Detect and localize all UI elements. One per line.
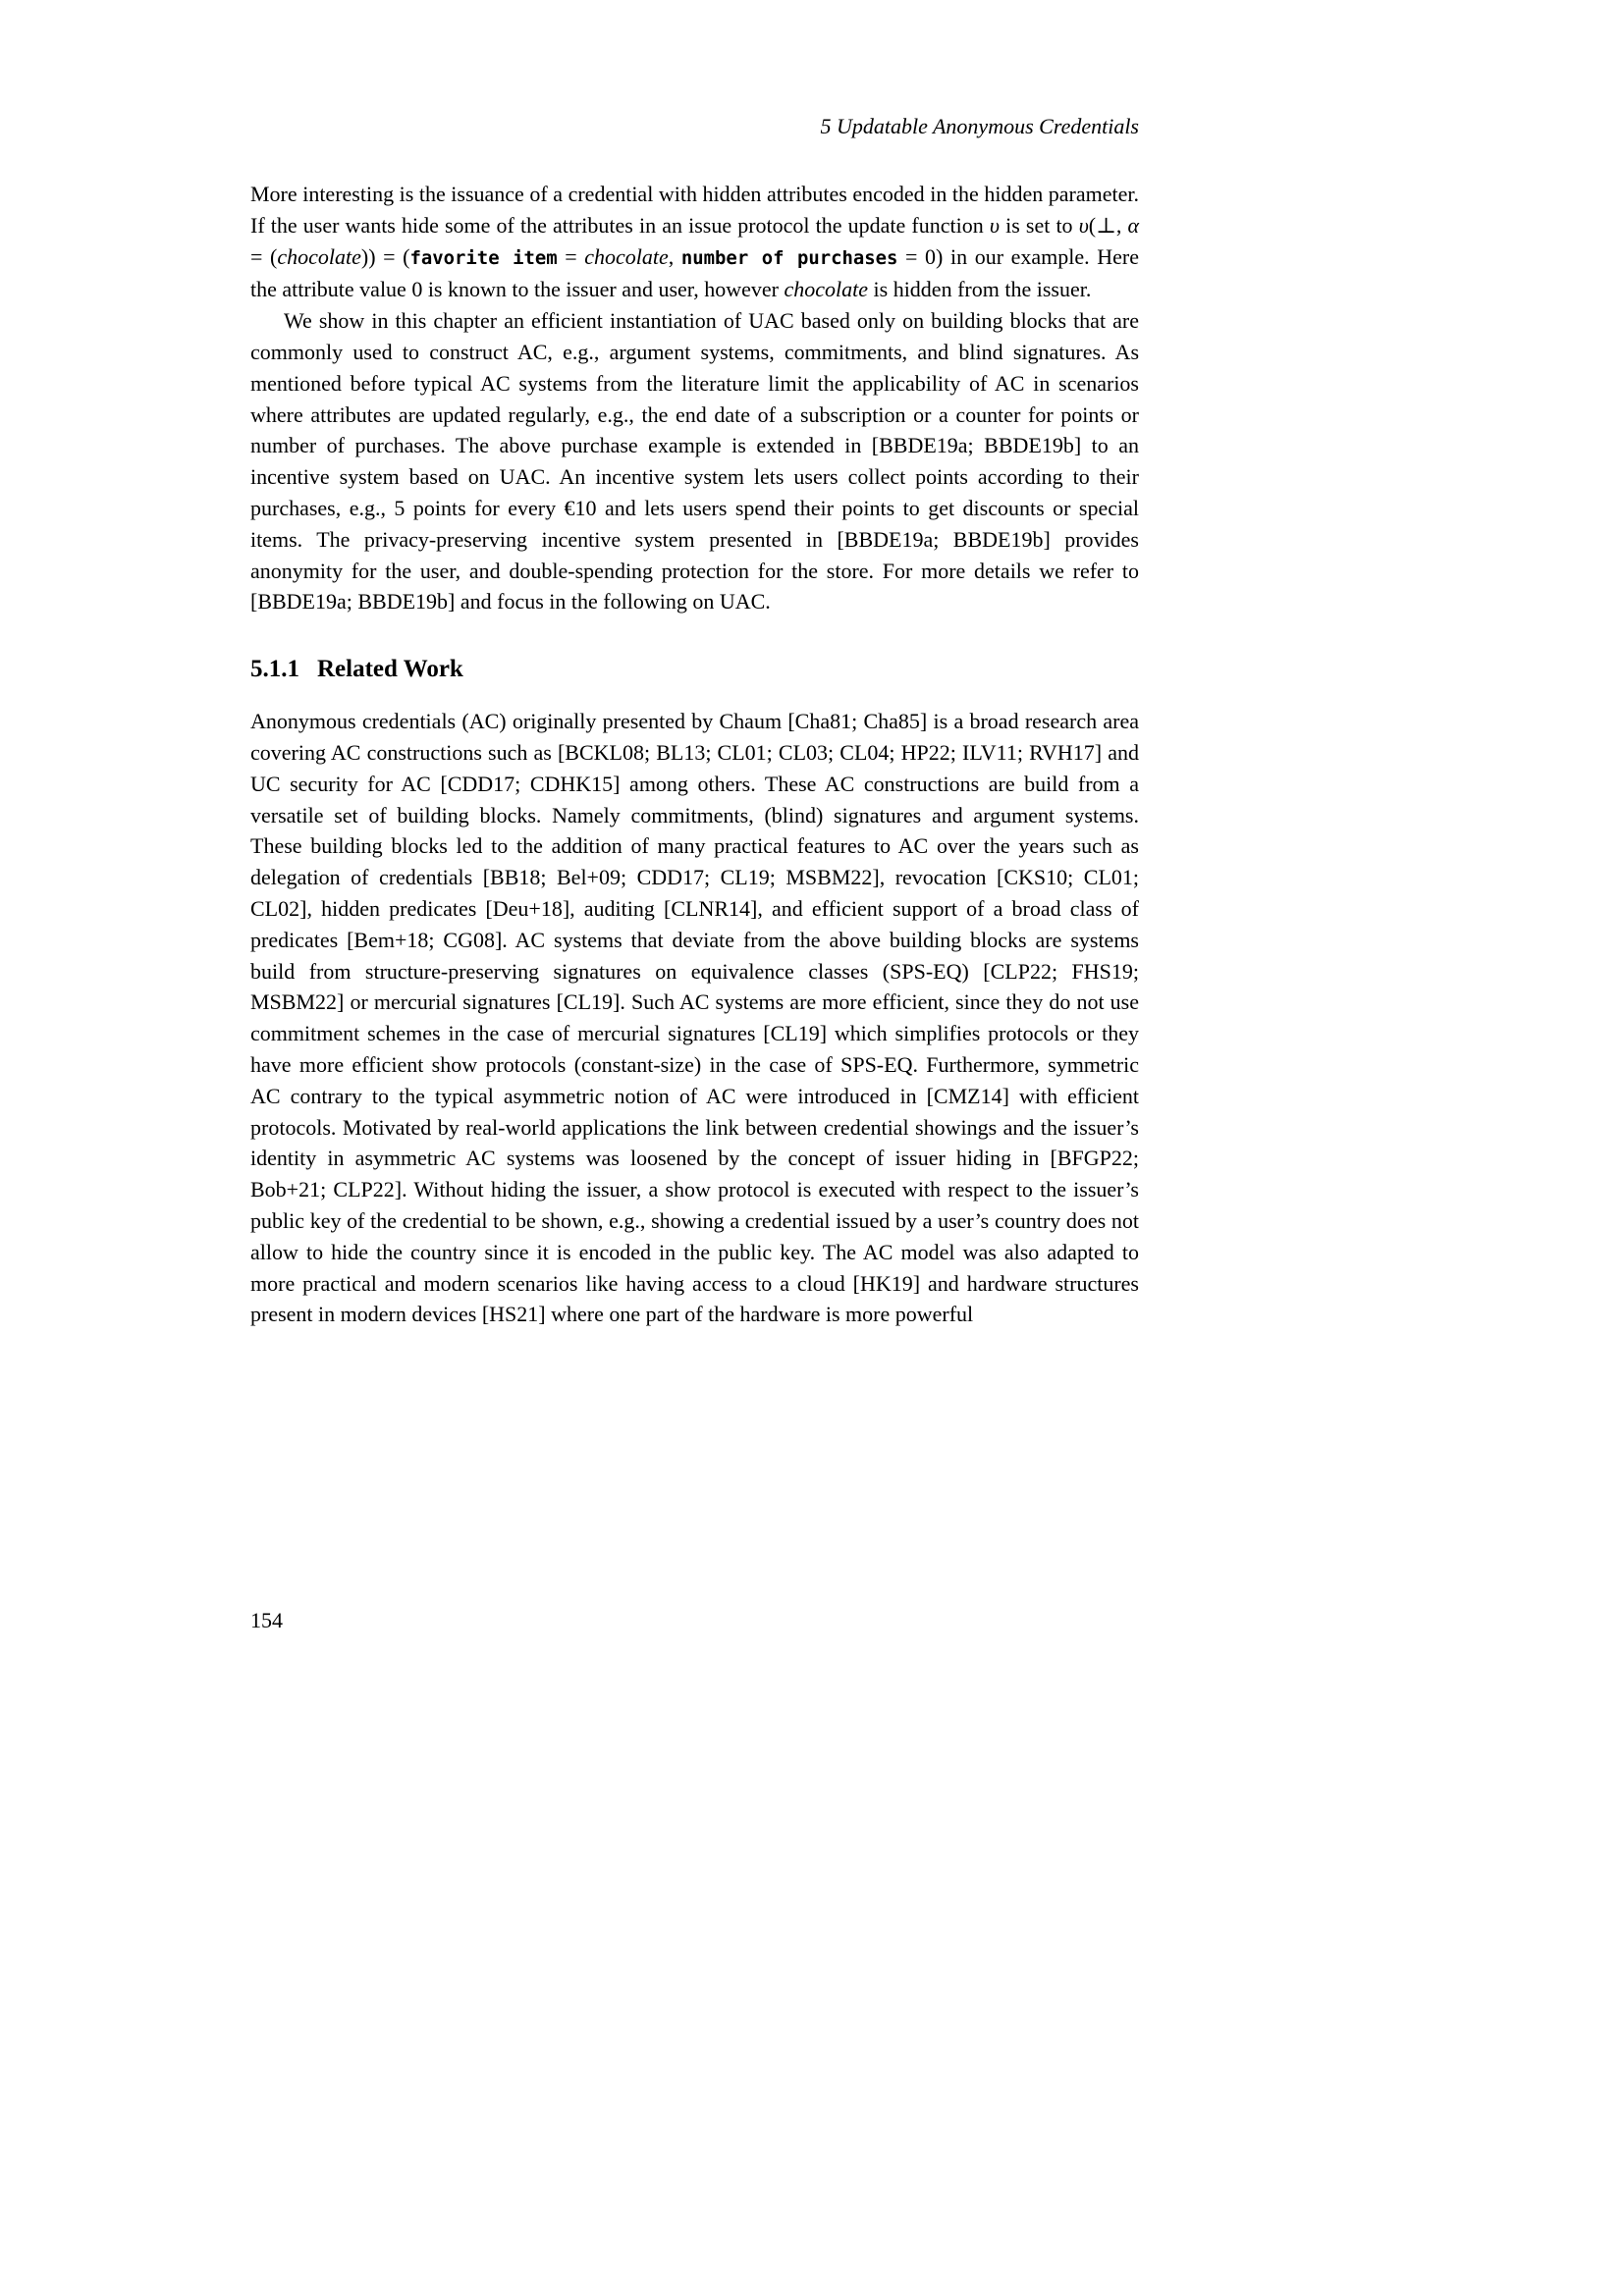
text-segment: = ( [250,243,278,269]
text-segment: = 0) in our example. Here the attribute value 0 is known to the issuer and user, however [250,243,1140,302]
text-segment: chocolate [584,243,669,269]
text-segment: We show in this chapter an efficient instantiation of UAC based only on building blocks that are commonly used to construct AC, e.g., argument systems, commitments, and blind signatures. As mentioned before typical AC systems from the literature limit the applicability of AC in scenarios where attributes are updated regularly, e.g., the end date of a subscription or a counter for points or number of purchases. The above purchase example is extended in [BBDE19a; BBDE19b] to an incentive system based on UAC. An incentive system lets users collect points according to their purchases, e.g., 5 points for every €10 and lets users spend their points to get discounts or special items. The privacy-preserving incentive system presented in [BBDE19a; BBDE19b] provides anonymity for the user, and double-spending protection for the store. For more details we refer to [BBDE19a; BBDE19b] and focus in the following on UAC. [250,308,1139,614]
text-segment: υ [989,212,1000,238]
text-segment: Anonymous credentials (AC) originally presented by Chaum [Cha81; Cha85] is a broad research area covering AC constructions such as [BCKL08; BL13; CL01; CL03; CL04; HP22; ILV11; RVH17] and UC security for AC [CDD17; CDHK15] among others. These AC constructions are build from a versatile set of building blocks. Namely commitments, (blind) signatures and argument systems. These building blocks led to the addition of many practical features to AC over the years such as delegation of credentials [BB18; Bel+09; CDD17; CL19; MSBM22], revocation [CKS10; CL01; CL02], hidden predicates [Deu+18], auditing [CLNR14], and efficient support of a broad class of predicates [Bem+18; CG08]. AC systems that deviate from the above building blocks are systems build from structure-preserving signatures on equivalence classes (SPS-EQ) [CLP22; FHS19; MSBM22] or mercurial signatures [CL19]. Such AC systems are more efficient, since they do not use commitment schemes in the case of mercurial signatures [CL19] which simplifies protocols or they have more efficient show protocols (constant-size) in the case of SPS-EQ. Furthermore, symmetric AC contrary to the typical asymmetric notion of AC were introduced in [CMZ14] with efficient protocols. Motivated by real-world applications the link between credential showings and the issuer’s identity in asymmetric AC systems was loosened by the concept of issuer hiding in [BFGP22; Bob+21; CLP22]. Without hiding the issuer, a show protocol is executed with respect to the issuer’s public key of the credential to be shown, e.g., showing a credential issued by a user’s country does not allow to hide the country since it is encoded in the public key. The AC model was also adapted to more practical and modern scenarios like having access to a cloud [HK19] and hardware structures present in modern devices [HS21] where one part of the hardware is more powerful [250,709,1139,1327]
text-segment: More interesting is the issuance of a credential with hidden attributes encoded in the hidden parameter. If the user wants hide some of the attributes in an issue protocol the update function [250,182,1139,238]
text-segment: α [1127,212,1139,238]
paragraph-uac-instantiation [250,305,1139,617]
page-number: 154 [250,1608,283,1632]
text-segment: chocolate [784,277,869,302]
text-segment: number of purchases [680,246,898,269]
text-segment: , [1115,212,1128,238]
paragraph-issuance-hidden-attributes [250,179,1139,305]
text-segment: chocolate [277,243,361,269]
text-segment: = [557,243,585,269]
section-heading [250,655,1139,684]
text-segment: is set to [999,212,1079,238]
text-block [250,179,1139,1330]
text-segment: υ [1078,212,1089,238]
text-segment: (⊥ [1088,212,1116,238]
section-title: Related Work [317,656,463,683]
text-segment: favorite item [409,246,558,269]
text-segment: )) = ( [360,243,410,269]
paragraph-related-work [250,706,1139,1330]
text-segment: is hidden from the issuer. [868,277,1092,302]
text-segment: , [668,243,681,269]
running-header: 5 Updatable Anonymous Credentials [820,114,1139,138]
section-number: 5.1.1 [250,656,299,683]
